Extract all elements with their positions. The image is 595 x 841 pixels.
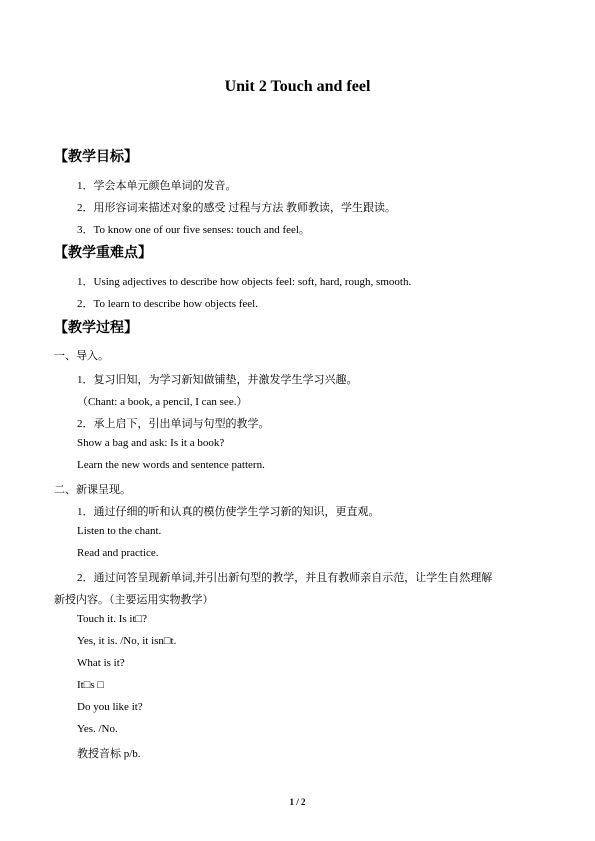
- process-line: （Chant: a book, a pencil, I can see.）: [77, 396, 248, 408]
- document-title: Unit 2 Touch and feel: [224, 78, 371, 95]
- process-line: 1．通过仔细的听和认真的模仿使学生学习新的知识，更直观。: [77, 506, 380, 518]
- key-point-item: 1．Using adjectives to describe how objects feel: soft, hard, rough, smooth.: [77, 276, 412, 288]
- process-line: 1．复习旧知，为学习新知做铺垫，并激发学生学习兴趣。: [77, 374, 358, 386]
- process-line: What is it?: [77, 657, 125, 669]
- process-line: Touch it. Is it□?: [77, 613, 148, 625]
- process-line: 教授音标 p/b.: [77, 748, 141, 760]
- process-line: Do you like it?: [77, 701, 143, 713]
- objective-item: 1．学会本单元颜色单词的发音。: [77, 180, 237, 192]
- process-line: Yes. /No.: [77, 723, 118, 735]
- page-number: 1 / 2: [289, 797, 306, 807]
- process-line-continued: 新授内容。（主要运用实物教学）: [54, 594, 214, 606]
- process-line: Yes, it is. /No, it isn□t.: [77, 635, 177, 647]
- objective-item: 3．To know one of our five senses: touch and feel。: [77, 224, 310, 236]
- process-line: Read and practice.: [77, 547, 159, 559]
- process-line: 2．承上启下，引出单词与句型的教学。: [77, 418, 270, 430]
- section-heading-objectives: 【教学目标】: [54, 150, 138, 165]
- key-point-item: 2．To learn to describe how objects feel.: [77, 298, 258, 310]
- process-line: It□s □: [77, 679, 105, 691]
- process-step-heading: 一、导入。: [54, 350, 109, 362]
- process-line: Learn the new words and sentence pattern.: [77, 459, 265, 471]
- section-heading-process: 【教学过程】: [54, 321, 138, 336]
- section-heading-key-points: 【教学重难点】: [54, 246, 152, 261]
- process-step-heading: 二、新课呈现。: [54, 484, 131, 496]
- objective-item: 2．用形容词来描述对象的感受 过程与方法 教师教读，学生跟读。: [77, 202, 396, 214]
- process-line: Listen to the chant.: [77, 525, 162, 537]
- process-line: 2．通过问答呈现新单词,并引出新句型的教学，并且有教师亲自示范，让学生自然理解: [77, 572, 493, 584]
- process-line: Show a bag and ask: Is it a book?: [77, 437, 225, 449]
